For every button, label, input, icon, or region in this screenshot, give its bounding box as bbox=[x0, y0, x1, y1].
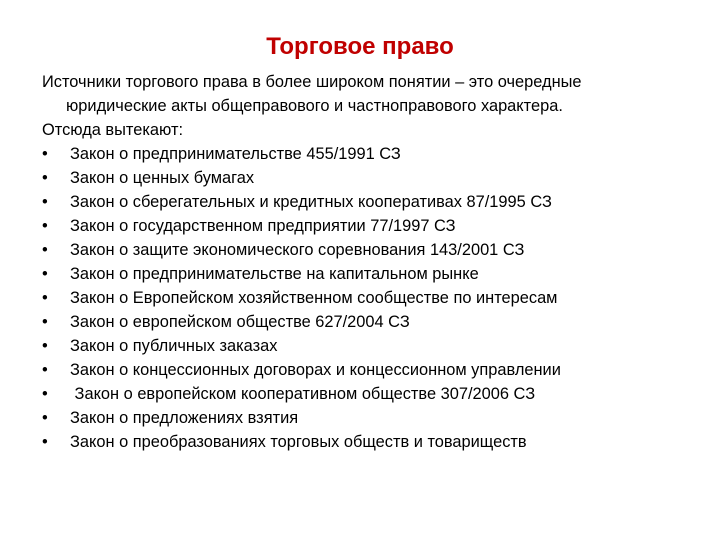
list-item-text: Закон о европейском кооперативном обществе 307/2006 СЗ bbox=[70, 385, 536, 403]
list-item bbox=[42, 310, 682, 334]
lead-text: Отсюда вытекают: bbox=[42, 121, 184, 139]
list-item-text: Закон о публичных заказах bbox=[70, 337, 278, 355]
list-item-text: Закон о государственном предприятии 77/1997 СЗ bbox=[70, 217, 456, 235]
slide-title: Торговое право bbox=[266, 33, 454, 60]
bullet-icon: • bbox=[42, 313, 48, 331]
list-item-text: Закон о преобразованиях торговых обществ и товариществ bbox=[70, 433, 527, 451]
slide-body bbox=[42, 70, 682, 454]
list-item bbox=[42, 214, 682, 238]
intro-paragraph: Источники торгового права в более широком понятии – это очередные юридические акты общеправового и частноправового характера. bbox=[42, 73, 582, 115]
list-item bbox=[42, 382, 682, 406]
list-item bbox=[42, 238, 682, 262]
list-item bbox=[42, 286, 682, 310]
bullet-icon: • bbox=[42, 361, 48, 379]
list-item-text: Закон о концессионных договорах и концессионном управлении bbox=[70, 361, 561, 379]
list-item-text: Закон о европейском обществе 627/2004 СЗ bbox=[70, 313, 410, 331]
bullet-icon: • bbox=[42, 217, 48, 235]
list-item bbox=[42, 406, 682, 430]
list-item-text: Закон о предложениях взятия bbox=[70, 409, 299, 427]
list-item bbox=[42, 166, 682, 190]
list-item bbox=[42, 358, 682, 382]
list-item-text: Закон о Европейском хозяйственном сообществе по интересам bbox=[70, 289, 558, 307]
bullet-icon: • bbox=[42, 265, 48, 283]
list-item bbox=[42, 142, 682, 166]
list-item bbox=[42, 334, 682, 358]
list-item-text: Закон о ценных бумагах bbox=[70, 169, 255, 187]
bullet-icon: • bbox=[42, 193, 48, 211]
list-item-text: Закон о предпринимательстве 455/1991 СЗ bbox=[70, 145, 401, 163]
bullet-icon: • bbox=[42, 289, 48, 307]
law-list bbox=[42, 142, 682, 454]
bullet-icon: • bbox=[42, 169, 48, 187]
bullet-icon: • bbox=[42, 385, 48, 403]
list-item bbox=[42, 262, 682, 286]
bullet-icon: • bbox=[42, 241, 48, 259]
list-item-text: Закон о сберегательных и кредитных кооперативах 87/1995 СЗ bbox=[70, 193, 552, 211]
bullet-icon: • bbox=[42, 433, 48, 451]
list-item-text: Закон о предпринимательстве на капитальном рынке bbox=[70, 265, 479, 283]
list-item-text: Закон о защите экономического соревнования 143/2001 СЗ bbox=[70, 241, 525, 259]
bullet-icon: • bbox=[42, 145, 48, 163]
list-item bbox=[42, 430, 682, 454]
bullet-icon: • bbox=[42, 409, 48, 427]
list-item bbox=[42, 190, 682, 214]
bullet-icon: • bbox=[42, 337, 48, 355]
